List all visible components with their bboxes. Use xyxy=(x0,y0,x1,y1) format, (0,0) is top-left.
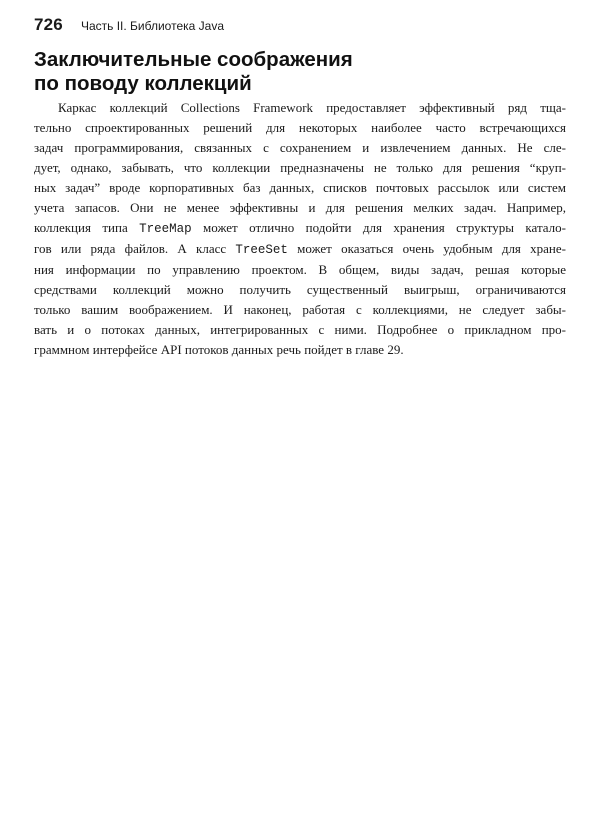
paragraph-line: тельно спроектированных решений для некоторых наиболее часто встречающихся xyxy=(34,120,566,135)
code-treemap: TreeMap xyxy=(139,222,192,236)
running-header xyxy=(34,15,224,35)
paragraph-line xyxy=(34,239,566,260)
text-fragment: может отлично подойти для хранения структуры катало- xyxy=(191,220,566,235)
paragraph-line: граммном интерфейсе API потоков данных речь пойдет в главе 29. xyxy=(34,342,404,357)
paragraph-line: учета запасов. Они не менее эффективны и для решения мелких задач. Например, xyxy=(34,200,566,215)
paragraph-line: только вашим воображением. И наконец, работая с коллекциями, не следует забы- xyxy=(34,302,566,317)
text-fragment: может оказаться очень удобным для хране- xyxy=(287,241,566,256)
section-title-line-2: по поводу коллекций xyxy=(34,72,252,95)
paragraph-line: вать и о потоках данных, интегрированных с ними. Подробнее о прикладном про- xyxy=(34,322,566,337)
text-fragment: коллекция типа xyxy=(34,220,140,235)
code-treeset: TreeSet xyxy=(235,243,288,257)
section-title-line-1: Заключительные соображения xyxy=(34,48,353,71)
paragraph-line: средствами коллекций можно получить существенный выигрыш, ограничиваются xyxy=(34,282,566,297)
page-number: 726 xyxy=(34,15,63,34)
section-title xyxy=(34,48,353,96)
part-title: Часть II. Библиотека Java xyxy=(80,19,224,33)
paragraph-line: задач программирования, связанных с сохранением и извлечением данных. Не сле- xyxy=(34,140,566,155)
paragraph-line xyxy=(34,218,566,239)
body-paragraph xyxy=(34,98,566,360)
paragraph-line: дует, однако, забывать, что коллекции предназначены не только для решения “круп- xyxy=(34,160,566,175)
paragraph-line: Каркас коллекций Collections Framework предоставляет эффективный ряд тща- xyxy=(58,100,566,115)
text-fragment: гов или ряда файлов. А класс xyxy=(34,241,236,256)
paragraph-line: ния информации по управлению проектом. В общем, виды задач, решая которые xyxy=(34,262,566,277)
paragraph-line: ных задач” вроде корпоративных баз данных, списков почтовых рассылок или систем xyxy=(34,180,566,195)
